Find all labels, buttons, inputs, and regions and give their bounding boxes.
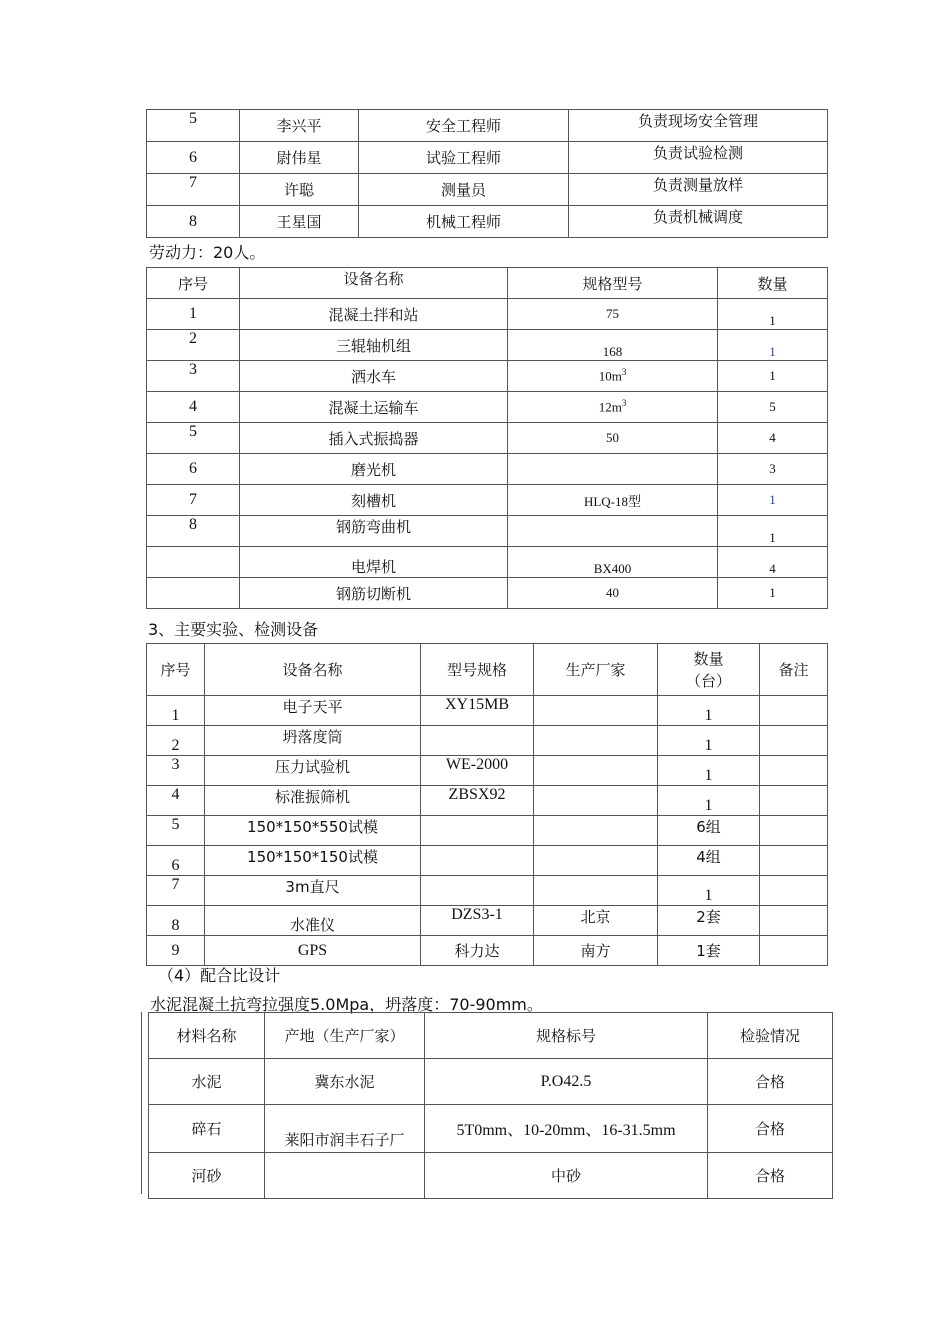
lab-model: XY15MB [421, 696, 534, 726]
equip-spec [508, 516, 718, 547]
equip-no: 6 [147, 454, 240, 485]
lab-maker [534, 786, 658, 816]
lab-name: 水准仪 [205, 906, 421, 936]
col-header-maker: 生产厂家 [534, 644, 658, 696]
equip-spec: BX400 [508, 547, 718, 578]
lab-model [421, 846, 534, 876]
equip-spec-cell [508, 392, 718, 423]
col-header-no: 序号 [147, 268, 240, 299]
lab-maker [534, 696, 658, 726]
table-row [147, 516, 828, 547]
lab-note [760, 696, 828, 726]
col-header-spec: 规格标号 [425, 1013, 708, 1059]
staff-title: 试验工程师 [359, 142, 569, 174]
equip-qty: 1 [718, 516, 828, 547]
table-row [149, 1153, 833, 1199]
equip-spec: 50 [508, 423, 718, 454]
table-row [147, 846, 828, 876]
equip-qty: 1 [718, 485, 828, 516]
lab-qty: 1 [658, 696, 760, 726]
lab-name: 3m直尺 [205, 876, 421, 906]
lab-note [760, 726, 828, 756]
equip-name: 插入式振捣器 [240, 423, 508, 454]
equip-no [147, 547, 240, 578]
equip-name: 洒水车 [240, 361, 508, 392]
lab-no: 1 [147, 696, 205, 726]
staff-title: 测量员 [359, 174, 569, 206]
table-row [147, 454, 828, 485]
equip-spec [508, 454, 718, 485]
col-header-note: 备注 [760, 644, 828, 696]
equip-no: 8 [147, 516, 240, 547]
equip-spec-cell [508, 361, 718, 392]
lab-no: 3 [147, 756, 205, 786]
equip-qty: 1 [718, 361, 828, 392]
lab-maker [534, 726, 658, 756]
table-row [147, 786, 828, 816]
equip-name: 钢筋切断机 [240, 578, 508, 609]
col-header-check: 检验情况 [708, 1013, 833, 1059]
col-header-qty: 数量 [718, 268, 828, 299]
staff-table [146, 109, 828, 238]
lab-qty: 1 [658, 756, 760, 786]
lab-name: 150*150*150试模 [205, 846, 421, 876]
table-row [147, 726, 828, 756]
lab-qty: 1 [658, 726, 760, 756]
equip-no: 2 [147, 330, 240, 361]
table-row [147, 696, 828, 726]
lab-no: 6 [147, 846, 205, 876]
lab-qty: 2套 [658, 906, 760, 936]
lab-maker: 北京 [534, 906, 658, 936]
material-spec: 5T0mm、10-20mm、16-31.5mm [425, 1105, 708, 1153]
equip-no: 3 [147, 361, 240, 392]
equip-qty: 1 [718, 330, 828, 361]
col-header-qty [658, 644, 760, 696]
section3-title: 3、主要实验、检测设备 [148, 620, 319, 639]
lab-qty: 4组 [658, 846, 760, 876]
lab-no: 8 [147, 906, 205, 936]
lab-name: GPS [205, 936, 421, 966]
equip-qty: 1 [718, 299, 828, 330]
table-header-row [147, 644, 828, 696]
lab-model: ZBSX92 [421, 786, 534, 816]
table-row [149, 1059, 833, 1105]
lab-note [760, 846, 828, 876]
table-row [147, 816, 828, 846]
equip-no: 7 [147, 485, 240, 516]
lab-maker [534, 846, 658, 876]
material-name: 碎石 [149, 1105, 265, 1153]
equipment-table [146, 267, 828, 609]
materials-table [148, 1012, 833, 1199]
table-row [149, 1105, 833, 1153]
lab-no: 4 [147, 786, 205, 816]
lab-model: 科力达 [421, 936, 534, 966]
equip-name: 混凝土运输车 [240, 392, 508, 423]
equip-spec: HLQ-18型 [508, 485, 718, 516]
lab-no: 2 [147, 726, 205, 756]
col-header-origin: 产地（生产厂家） [265, 1013, 425, 1059]
lab-note [760, 786, 828, 816]
material-spec: 中砂 [425, 1153, 708, 1199]
lab-maker [534, 756, 658, 786]
equip-no [147, 578, 240, 609]
staff-no: 7 [147, 174, 240, 206]
lab-model: WE-2000 [421, 756, 534, 786]
table-row [147, 547, 828, 578]
equip-qty: 4 [718, 423, 828, 454]
labor-text: 劳动力：20人。 [149, 243, 266, 262]
staff-title: 机械工程师 [359, 206, 569, 238]
staff-title: 安全工程师 [359, 110, 569, 142]
equip-spec: 12m [598, 399, 622, 415]
table-row [147, 299, 828, 330]
material-name: 水泥 [149, 1059, 265, 1105]
col-header-spec: 规格型号 [508, 268, 718, 299]
table-row [147, 876, 828, 906]
table-row [147, 756, 828, 786]
equip-name: 三辊轴机组 [240, 330, 508, 361]
equip-name: 刻槽机 [240, 485, 508, 516]
equip-spec: 75 [508, 299, 718, 330]
lab-no: 7 [147, 876, 205, 906]
mix-design-text: 水泥混凝土抗弯拉强度5.0Mpa，坍落度：70-90mm。 [150, 995, 543, 1014]
equip-name: 电焊机 [240, 547, 508, 578]
staff-duty: 负责机械调度 [569, 206, 828, 238]
col-header-material: 材料名称 [149, 1013, 265, 1059]
material-check: 合格 [708, 1105, 833, 1153]
equip-spec: 10m [598, 368, 622, 384]
material-origin [265, 1153, 425, 1199]
lab-name: 标准振筛机 [205, 786, 421, 816]
section4-title: （4）配合比设计 [158, 966, 281, 985]
equip-name: 磨光机 [240, 454, 508, 485]
equip-spec: 40 [508, 578, 718, 609]
lab-model [421, 816, 534, 846]
staff-no: 5 [147, 110, 240, 142]
equip-spec-sup: 3 [621, 367, 627, 378]
table-row [147, 423, 828, 454]
staff-name: 李兴平 [240, 110, 359, 142]
staff-name: 王星国 [240, 206, 359, 238]
lab-note [760, 906, 828, 936]
staff-name: 许聪 [240, 174, 359, 206]
table-header-row [149, 1013, 833, 1059]
lab-maker: 南方 [534, 936, 658, 966]
lab-name: 坍落度筒 [205, 726, 421, 756]
table-row [147, 330, 828, 361]
table-left-border [141, 1012, 142, 1194]
lab-note [760, 756, 828, 786]
table-row [147, 206, 828, 238]
staff-duty: 负责测量放样 [569, 174, 828, 206]
lab-equipment-table [146, 643, 828, 966]
equip-no: 1 [147, 299, 240, 330]
material-origin: 莱阳市润丰石子厂 [265, 1105, 425, 1153]
staff-name: 尉伟星 [240, 142, 359, 174]
table-row [147, 578, 828, 609]
lab-note [760, 936, 828, 966]
material-name: 河砂 [149, 1153, 265, 1199]
lab-qty: 1套 [658, 936, 760, 966]
table-row [147, 906, 828, 936]
lab-no: 9 [147, 936, 205, 966]
lab-name: 电子天平 [205, 696, 421, 726]
equip-qty: 5 [718, 392, 828, 423]
equip-no: 5 [147, 423, 240, 454]
material-check: 合格 [708, 1059, 833, 1105]
col-header-no: 序号 [147, 644, 205, 696]
lab-model [421, 876, 534, 906]
staff-no: 8 [147, 206, 240, 238]
material-check: 合格 [708, 1153, 833, 1199]
table-row [147, 392, 828, 423]
material-spec: P.O42.5 [425, 1059, 708, 1105]
lab-maker [534, 876, 658, 906]
equip-qty: 3 [718, 454, 828, 485]
table-row [147, 361, 828, 392]
table-row [147, 142, 828, 174]
col-header-model: 型号规格 [421, 644, 534, 696]
lab-maker [534, 816, 658, 846]
table-row [147, 110, 828, 142]
equip-spec: 168 [508, 330, 718, 361]
material-origin: 冀东水泥 [265, 1059, 425, 1105]
col-header-name: 设备名称 [240, 268, 508, 299]
col-header-qty-line1: 数量 [693, 649, 724, 668]
lab-note [760, 816, 828, 846]
lab-qty: 6组 [658, 816, 760, 846]
staff-duty: 负责试验检测 [569, 142, 828, 174]
staff-duty: 负责现场安全管理 [569, 110, 828, 142]
equip-spec-sup: 3 [621, 398, 627, 409]
equip-no: 4 [147, 392, 240, 423]
lab-model: DZS3-1 [421, 906, 534, 936]
table-row [147, 485, 828, 516]
lab-no: 5 [147, 816, 205, 846]
lab-qty: 1 [658, 876, 760, 906]
table-row [147, 174, 828, 206]
equip-name: 钢筋弯曲机 [240, 516, 508, 547]
equip-qty: 4 [718, 547, 828, 578]
table-row [147, 936, 828, 966]
lab-name: 压力试验机 [205, 756, 421, 786]
col-header-qty-line2: （台） [685, 671, 731, 690]
lab-qty: 1 [658, 786, 760, 816]
lab-note [760, 876, 828, 906]
lab-model [421, 726, 534, 756]
col-header-name: 设备名称 [205, 644, 421, 696]
staff-no: 6 [147, 142, 240, 174]
equip-qty: 1 [718, 578, 828, 609]
table-header-row [147, 268, 828, 299]
equip-name: 混凝土拌和站 [240, 299, 508, 330]
lab-name: 150*150*550试模 [205, 816, 421, 846]
